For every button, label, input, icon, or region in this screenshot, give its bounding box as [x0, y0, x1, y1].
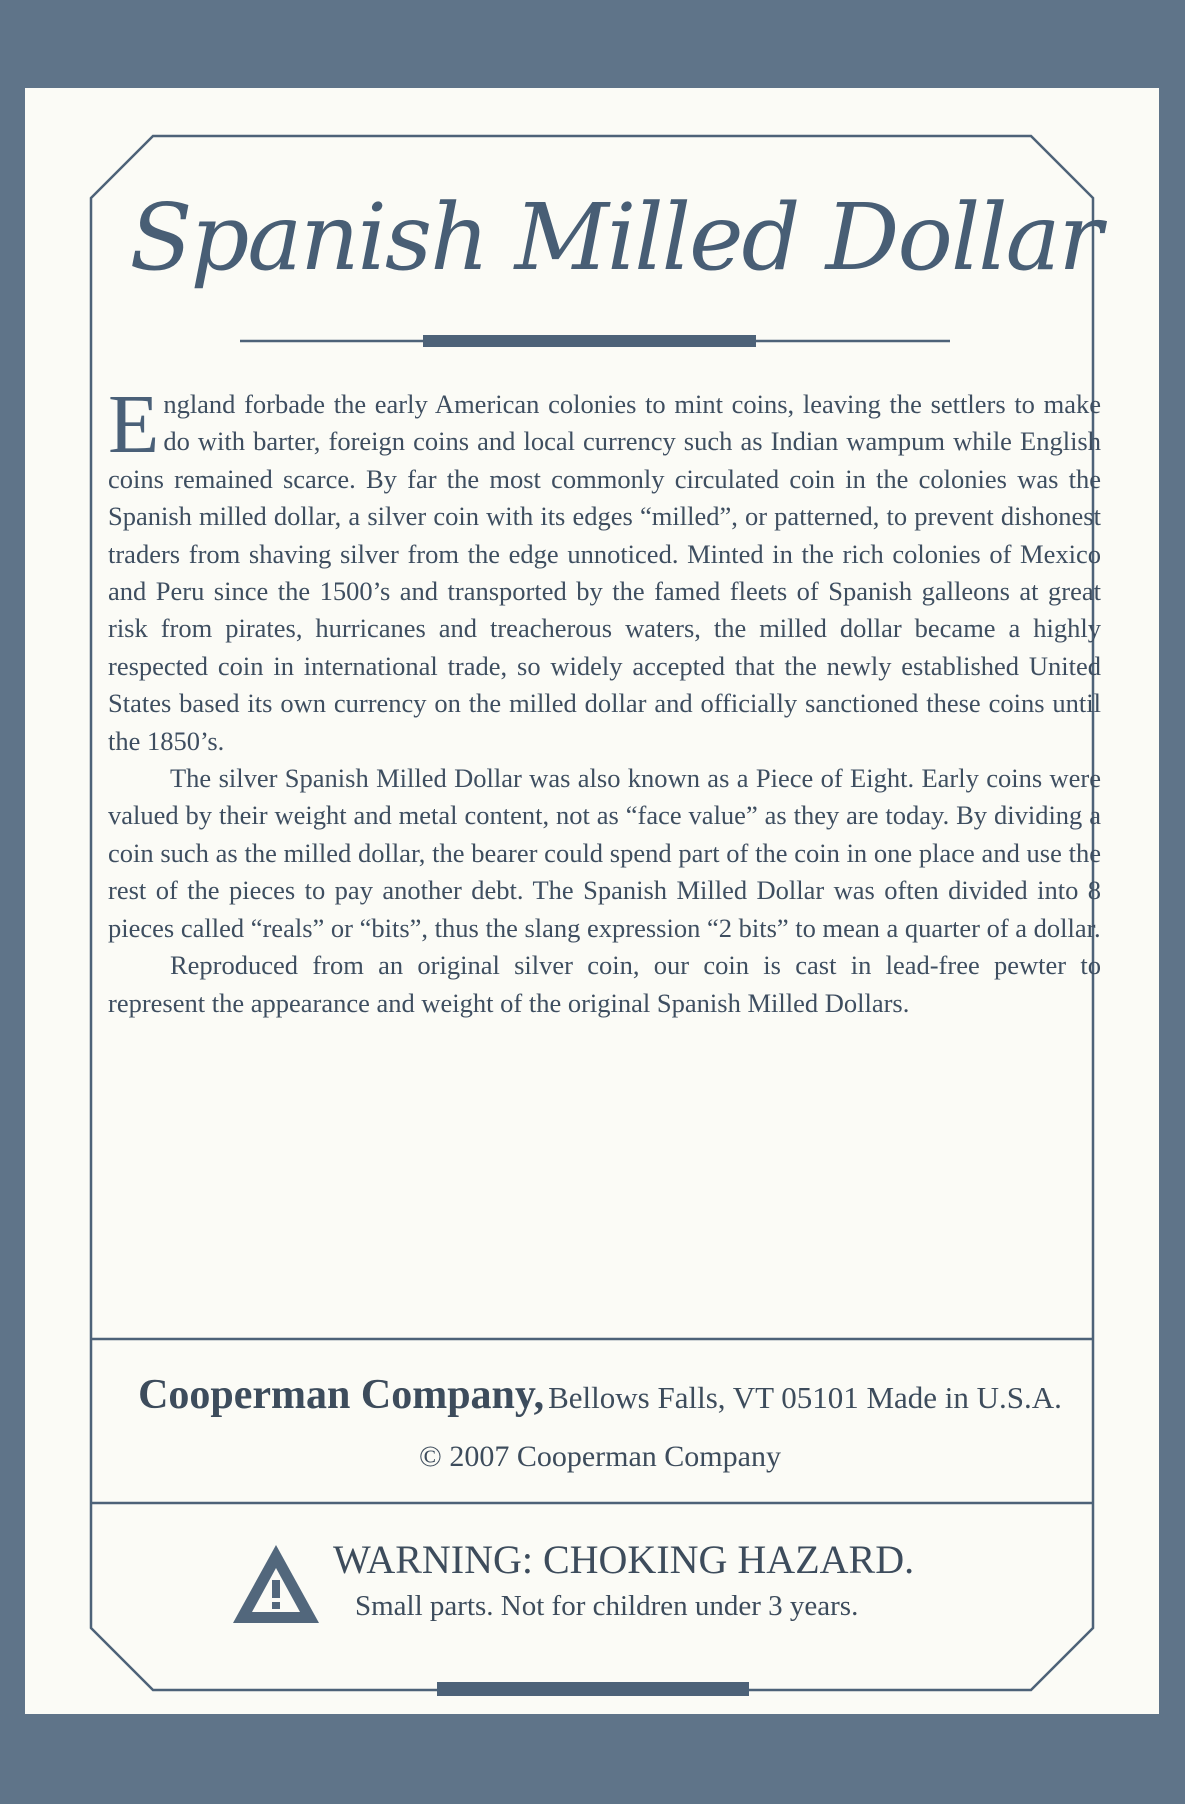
- product-card: [25, 88, 1159, 1714]
- description: [108, 378, 1101, 1022]
- warning-text: Small parts. Not for children under 3 years.: [355, 1590, 859, 1622]
- copyright: © 2007 Cooperman Company: [419, 1440, 781, 1473]
- paragraph-history-text: ngland forbade the early American colonies to mint coins, leaving the settlers to make do with barter, foreign coins and local currency such as Indian wampum while English coins remained scarce. By far the most commonly circulated coin in the colonies was the Spanish milled dollar, a silver coin with its edges “milled”, or patterned, to prevent dishonest traders from shaving silver from the edge unnoticed. Minted in the rich colonies of Mexico and Peru since the 1500’s and transported by the famed fleets of Spanish galleons at great risk from pirates, hurricanes and treacherous waters, the milled dollar became a highly respected coin in international trade, so widely accepted that the newly established United States based its own currency on the milled dollar and officially sanctioned these coins until the 1850’s.: [108, 389, 1101, 756]
- company-address: Bellows Falls, VT 05101 Made in U.S.A.: [548, 1380, 1062, 1415]
- card-title: Spanish Milled Dollar: [129, 184, 1101, 291]
- drop-cap: E: [108, 378, 160, 471]
- paragraph-history: [108, 378, 1101, 760]
- company-name: Cooperman Company,: [138, 1372, 545, 1418]
- warning-triangle-icon: [230, 1542, 322, 1626]
- warning-title: WARNING: CHOKING HAZARD.: [333, 1537, 915, 1582]
- paragraph-reproduction: Reproduced from an original silver coin, our coin is cast in lead-free pewter to represent the appearance and weight of the original Spanish Milled Dollars.: [108, 950, 1101, 1018]
- company-info: [85, 1371, 1115, 1419]
- paragraph-piece-of-eight: The silver Spanish Milled Dollar was also known as a Piece of Eight. Early coins were valued by their weight and metal content, not as “face value” as they are today. By dividing a coin such as the milled dollar, the bearer could spend part of the coin in one place and use the rest of the pieces to pay another debt. The Spanish Milled Dollar was often divided into 8 pieces called “reals” or “bits”, thus the slang expression “2 bits” to mean a quarter of a dollar.: [108, 763, 1101, 943]
